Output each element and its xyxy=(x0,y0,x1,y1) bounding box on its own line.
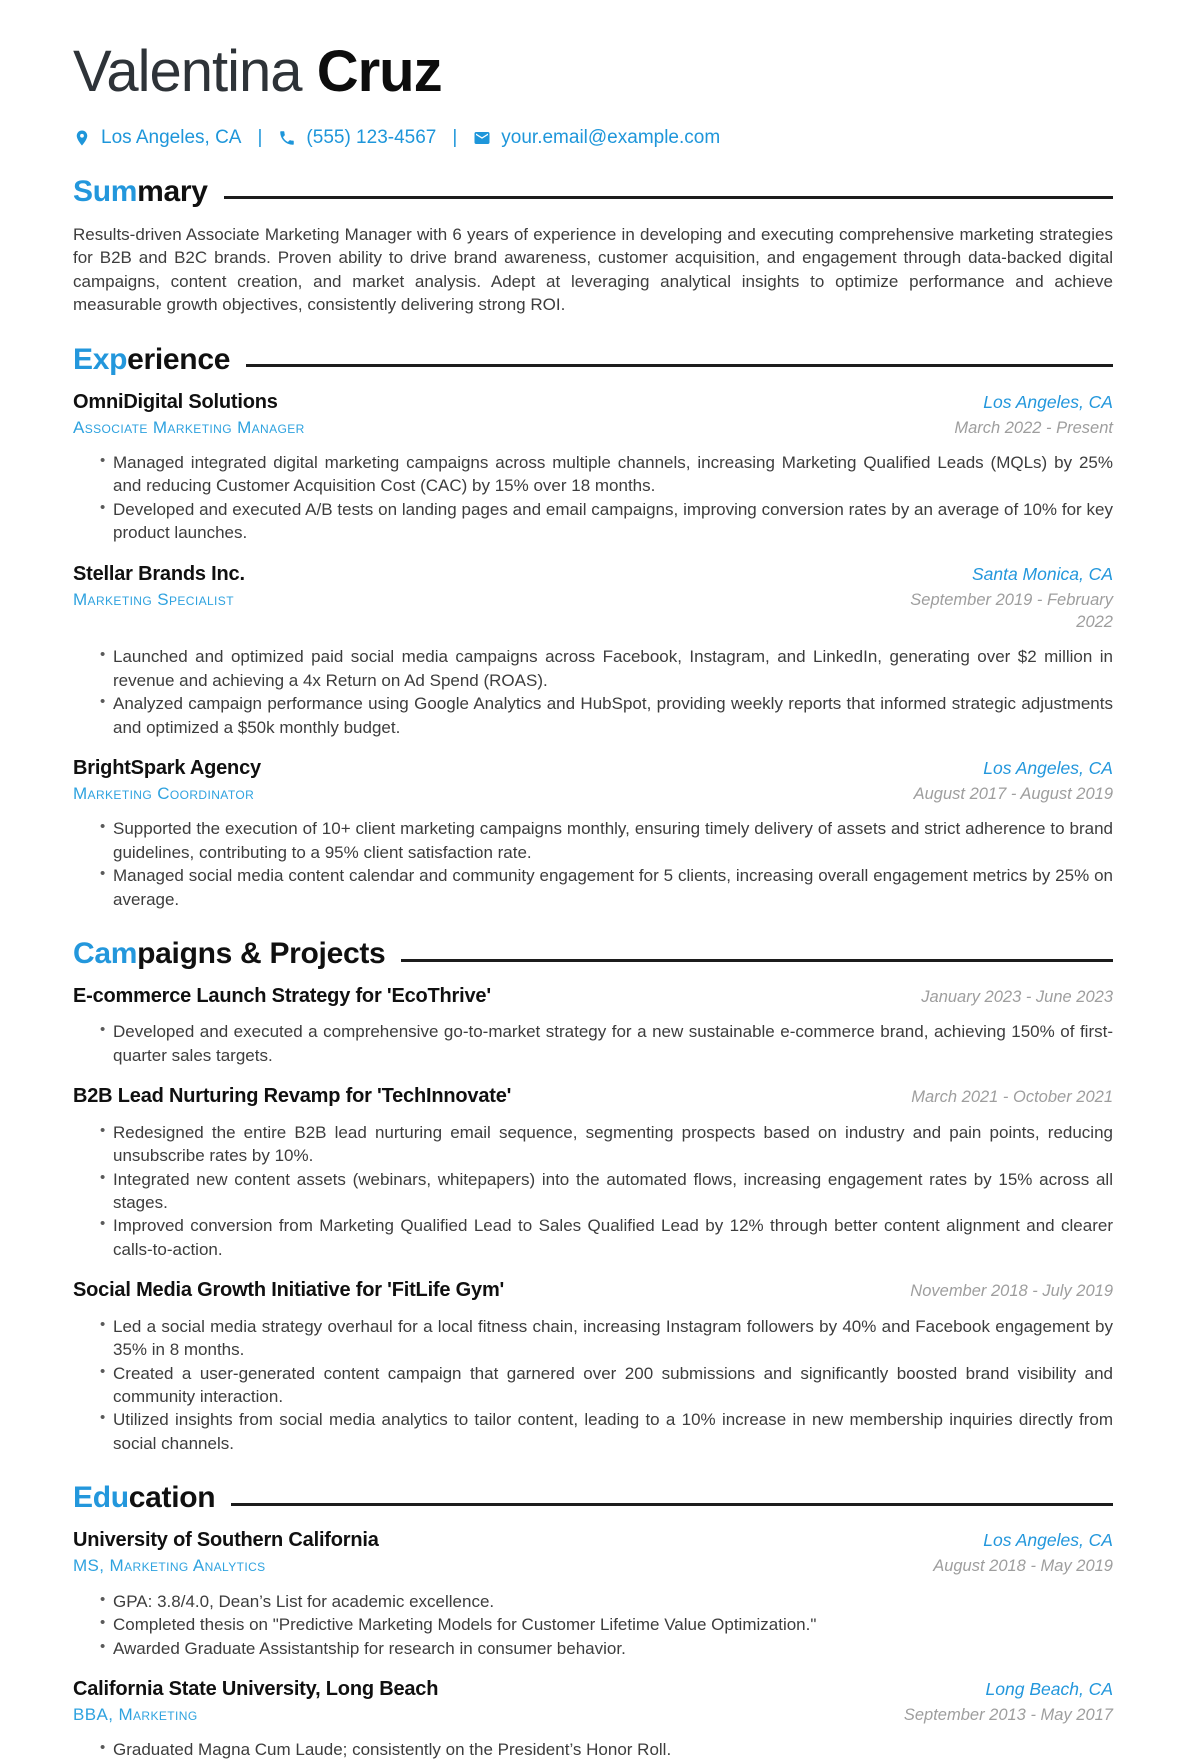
education-entry xyxy=(73,1529,1113,1660)
heading-rest: mary xyxy=(137,174,208,208)
heading-accent: Edu xyxy=(73,1481,129,1515)
summary-text: Results-driven Associate Marketing Manager with 6 years of experience in developing and executing comprehensive marketing strategies for B2B and B2C brands. Proven ability to drive brand awareness, customer acquisition, and engagement through data-backed digital campaigns, content creation, and market analysis. Adept at leveraging analytical insights to optimize performance and achieve measurable growth objectives, consistently delivering strong ROI. xyxy=(73,224,1113,315)
phone-icon xyxy=(278,129,296,147)
project-name: E-commerce Launch Strategy for 'EcoThrive' xyxy=(73,985,491,1008)
entry-header-row xyxy=(73,985,1113,1008)
education-heading xyxy=(73,1481,1113,1515)
company-location: Los Angeles, CA xyxy=(983,758,1113,779)
resume-header xyxy=(73,39,1113,149)
bullet-item: • Developed and executed A/B tests on landing pages and email campaigns, improving conversion rates by an average of 10% for key product launches. xyxy=(100,498,1113,545)
envelope-icon xyxy=(473,129,491,147)
project-entry xyxy=(73,1279,1113,1455)
contact-row xyxy=(73,127,1113,149)
entry-subheader-row xyxy=(73,586,1113,634)
school-location: Los Angeles, CA xyxy=(983,1530,1113,1551)
experience-entry xyxy=(73,391,1113,545)
heading-rest: cation xyxy=(128,1481,216,1515)
summary-heading xyxy=(73,175,1113,209)
bullet-item: • Created a user-generated content campaign that garnered over 200 submissions and significantly boosted brand visibility and community interaction. xyxy=(100,1362,1113,1409)
bullet-item: • Supported the execution of 10+ client marketing campaigns monthly, ensuring timely delivery of assets and strict adherence to brand guidelines, contributing to a 95% client satisfaction rate. xyxy=(100,817,1113,864)
section-experience xyxy=(73,343,1113,912)
location-pin-icon xyxy=(73,129,91,147)
person-name xyxy=(73,39,1113,104)
heading-rest: paigns & Projects xyxy=(137,937,386,971)
degree: MS, Marketing Analytics xyxy=(73,1556,266,1576)
heading-rule xyxy=(231,1503,1113,1506)
school-location: Long Beach, CA xyxy=(985,1678,1113,1699)
contact-separator: | xyxy=(452,126,458,148)
entry-header-row xyxy=(73,1529,1113,1552)
heading-rule xyxy=(246,364,1113,367)
bullet-item: • Awarded Graduate Assistantship for research in consumer behavior. xyxy=(100,1637,1113,1660)
bullet-item: • Utilized insights from social media analytics to tailor content, leading to a 10% increase in new membership inquiries directly from social channels. xyxy=(100,1408,1113,1455)
first-name: Valentina xyxy=(73,39,302,104)
bullet-list xyxy=(100,1020,1113,1067)
job-dates: March 2022 - Present xyxy=(954,418,1113,437)
education-dates: August 2018 - May 2019 xyxy=(933,1557,1113,1576)
heading-rest: erience xyxy=(127,342,231,376)
experience-entry xyxy=(73,757,1113,911)
bullet-item: • Developed and executed a comprehensive go-to-market strategy for a new sustainable e-commerce brand, achieving 150% of first-quarter sales targets. xyxy=(100,1020,1113,1067)
entry-subheader-row xyxy=(73,1701,1113,1726)
project-entry xyxy=(73,1085,1113,1261)
job-title: Marketing Coordinator xyxy=(73,784,255,804)
company-location: Santa Monica, CA xyxy=(971,563,1113,584)
entry-header-row xyxy=(73,1678,1113,1701)
projects-heading xyxy=(73,937,1113,971)
entry-header-row xyxy=(73,1279,1113,1302)
heading-rule xyxy=(401,959,1113,962)
bullet-list xyxy=(100,1121,1113,1262)
bullet-item: • Managed integrated digital marketing campaigns across multiple channels, increasing Marketing Qualified Leads (MQLs) by 25% and reducing Customer Acquisition Cost (CAC) by 15% over 18 months. xyxy=(100,451,1113,498)
bullet-item: • Completed thesis on "Predictive Marketing Models for Customer Lifetime Value Optimization." xyxy=(100,1613,1113,1636)
bullet-item: • Redesigned the entire B2B lead nurturing email sequence, segmenting prospects based on industry and pain points, reducing unsubscribe rates by 10%. xyxy=(100,1121,1113,1168)
company-name: OmniDigital Solutions xyxy=(73,390,278,413)
bullet-list xyxy=(100,1738,1113,1761)
bullet-list xyxy=(100,1590,1113,1660)
company-location: Los Angeles, CA xyxy=(983,391,1113,412)
contact-location: Los Angeles, CA xyxy=(101,126,242,148)
bullet-item: • Launched and optimized paid social media campaigns across Facebook, Instagram, and LinkedIn, generating over $2 million in revenue and achieving a 4x Return on Ad Spend (ROAS). xyxy=(100,645,1113,692)
project-name: Social Media Growth Initiative for 'FitLife Gym' xyxy=(73,1279,505,1302)
section-projects xyxy=(73,937,1113,1455)
experience-entry xyxy=(73,563,1113,739)
bullet-item: • Analyzed campaign performance using Google Analytics and HubSpot, providing weekly reports that informed strategic adjustments and optimized a $50k monthly budget. xyxy=(100,692,1113,739)
experience-heading xyxy=(73,343,1113,377)
heading-accent: Cam xyxy=(73,937,138,971)
bullet-item: • Improved conversion from Marketing Qualified Lead to Sales Qualified Lead by 12% through better content alignment and clearer calls-to-action. xyxy=(100,1214,1113,1261)
contact-location-item xyxy=(73,127,241,149)
heading-rule xyxy=(224,196,1113,199)
bullet-item: • GPA: 3.8/4.0, Dean’s List for academic excellence. xyxy=(100,1590,1113,1613)
education-dates: September 2013 - May 2017 xyxy=(903,1705,1113,1724)
bullet-list xyxy=(100,1315,1113,1456)
job-title: Marketing Specialist xyxy=(73,589,234,609)
education-entry xyxy=(73,1678,1113,1762)
section-summary xyxy=(73,175,1113,317)
entry-subheader-row xyxy=(73,1552,1113,1577)
contact-phone-item xyxy=(278,127,436,149)
project-dates: March 2021 - October 2021 xyxy=(911,1088,1113,1107)
project-dates: January 2023 - June 2023 xyxy=(921,988,1113,1007)
school-name: California State University, Long Beach xyxy=(73,1677,439,1700)
bullet-item: • Led a social media strategy overhaul for a local fitness chain, increasing Instagram followers by 40% and Facebook engagement by 35% in 8 months. xyxy=(100,1315,1113,1362)
entry-subheader-row xyxy=(73,780,1113,805)
degree: BBA, Marketing xyxy=(73,1704,198,1724)
heading-accent: Exp xyxy=(73,342,128,376)
bullet-list xyxy=(100,645,1113,739)
project-name: B2B Lead Nurturing Revamp for 'TechInnovate' xyxy=(73,1085,512,1108)
bullet-item: • Integrated new content assets (webinars, whitepapers) into the automated flows, increasing engagement rates by 15% across all stages. xyxy=(100,1168,1113,1215)
bullet-list xyxy=(100,817,1113,911)
school-name: University of Southern California xyxy=(73,1529,379,1552)
contact-separator: | xyxy=(257,126,263,148)
company-name: BrightSpark Agency xyxy=(73,757,261,780)
project-entry xyxy=(73,985,1113,1067)
entry-header-row xyxy=(73,563,1113,586)
job-dates: September 2019 - February 2022 xyxy=(910,590,1113,632)
job-title: Associate Marketing Manager xyxy=(73,417,305,437)
contact-email-item xyxy=(473,127,720,149)
bullet-item: • Graduated Magna Cum Laude; consistently on the President’s Honor Roll. xyxy=(100,1738,1113,1761)
company-name: Stellar Brands Inc. xyxy=(73,562,245,585)
heading-accent: Sum xyxy=(73,174,138,208)
last-name: Cruz xyxy=(316,39,442,104)
contact-phone: (555) 123-4567 xyxy=(306,126,437,148)
entry-header-row xyxy=(73,391,1113,414)
bullet-item: • Managed social media content calendar and community engagement for 5 clients, increasing overall engagement metrics by 25% on average. xyxy=(100,864,1113,911)
entry-header-row xyxy=(73,1085,1113,1108)
project-dates: November 2018 - July 2019 xyxy=(910,1282,1113,1301)
job-dates: August 2017 - August 2019 xyxy=(913,785,1113,804)
entry-header-row xyxy=(73,757,1113,780)
section-education xyxy=(73,1481,1113,1761)
entry-subheader-row xyxy=(73,414,1113,439)
bullet-list xyxy=(100,451,1113,545)
contact-email: your.email@example.com xyxy=(501,126,721,148)
